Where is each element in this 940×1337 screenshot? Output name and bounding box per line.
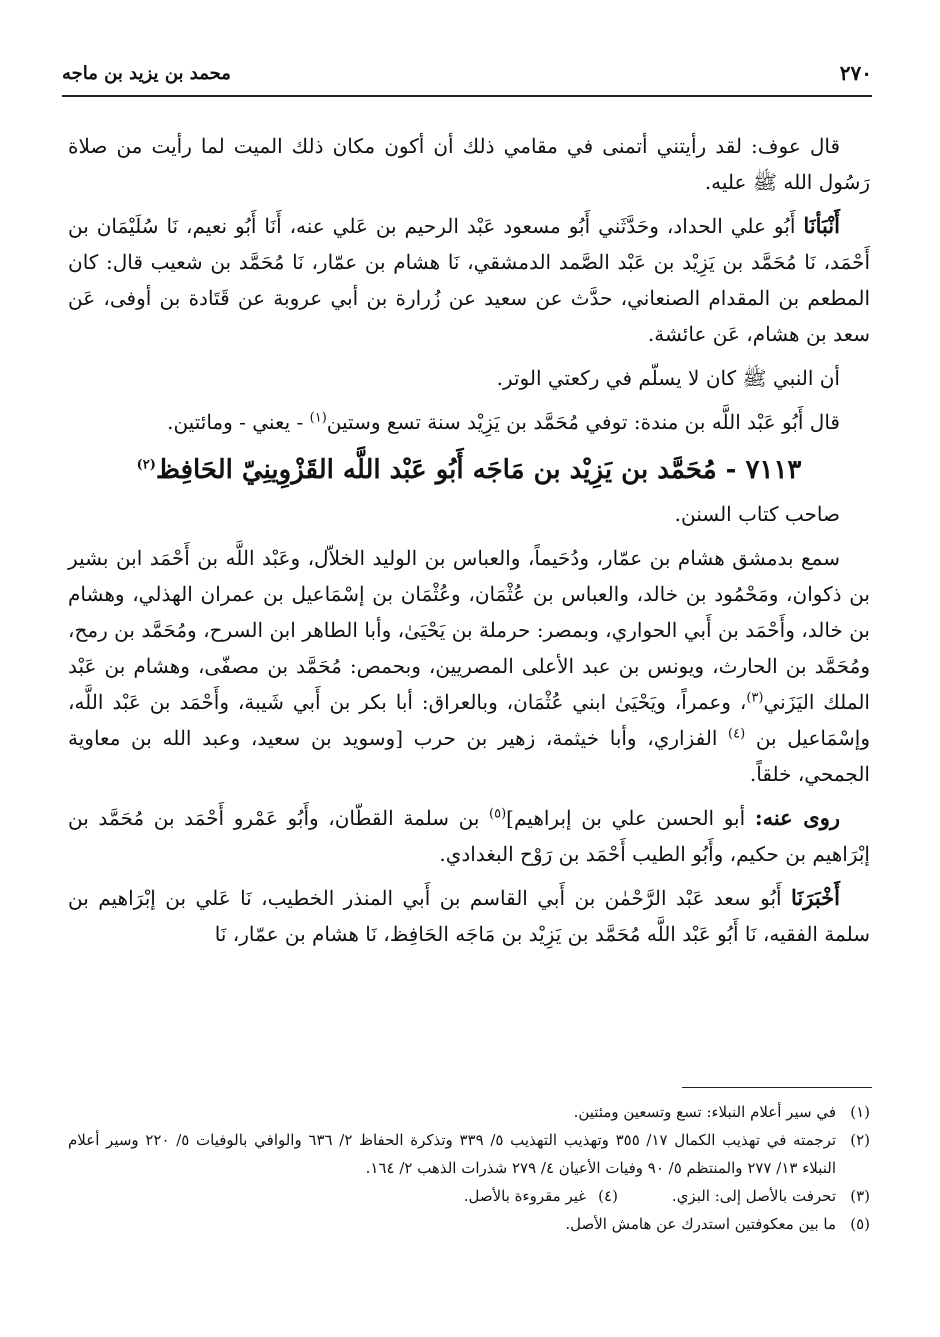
footnote: (٢) ترجمته في تهذيب الكمال ١٧/ ٣٥٥ وتهذيب التهذيب ٥/ ٣٣٩ وتذكرة الحفاظ ٢/ ٦٣٦ والوافي بالوفيات ٥/ ٢٢٠ وسير أعلام النبلاء ١٣/ ٢٧٧ والمنتظم ٥/ ٩٠ وفيات الأعيان ٤/ ٢٧٩ شذرات الذهب ٢/ ١٦٤. <box>68 1131 870 1177</box>
keyword: أَخْبَرَنَا <box>791 885 840 910</box>
footnote-rule <box>682 1087 872 1088</box>
paragraph: قال عوف: لقد رأيتني أتمنى في مقامي ذلك أن أكون مكان ذلك الميت لما رأيت من صلاة رَسُول الله ﷺ عليه. <box>68 134 870 194</box>
footnote: (٥) ما بين معكوفتين استدرك عن هامش الأصل. <box>565 1215 870 1233</box>
main-text <box>68 128 870 960</box>
footnotes <box>68 1098 870 1238</box>
page-header <box>62 55 872 95</box>
paragraph: أن النبي ﷺ كان لا يسلّم في ركعتي الوتر. <box>496 366 840 390</box>
footnote-ref[interactable]: (٤) <box>728 726 746 742</box>
footnote-ref[interactable]: (٥) <box>489 806 507 822</box>
entry-subtitle: صاحب كتاب السنن. <box>674 502 840 526</box>
entry-heading: ٧١١٣ - مُحَمَّد بن يَزِيْد بن مَاجَه أَبُو عَبْد اللَّه القَزْوِينِيّ الحَافِظ$^{(٢)}$ <box>136 455 802 485</box>
footnote: (١) في سير أعلام النبلاء: تسع وتسعين ومئتين. <box>573 1103 870 1121</box>
paragraph: سمع بدمشق هشام بن عمّار، ودُحَيماً، والعباس بن الوليد الخلاّل، وعَبْد اللَّه بن أَحْمَد ابن بشير بن ذكوان، ومَحْمُود بن خالد، والعباس بن عُثْمَان، وعُثْمَان بن إسْمَاعيل بن عمران الهذلي، وهشام بن خالد، وأَحْمَد بن أَبي الحواري، وبمصر: حرملة بن يَحْيَىٰ، وأبا الطاهر ابن السرح، ومُحَمَّد بن رمح، ومُحَمَّد بن الحارث، ويونس بن عبد الأعلى المصريين، وبحمص: مُحَمَّد بن مصفّى، وهشام بن عَبْد الملك اليَزَني$^{(٣)}$، وعمراً، ويَحْيَىٰ ابني عُثْمَان، وبالعراق: أبا بكر بن أَبي شَيبة، وأَحْمَد بن عَبْد اللَّه، وإسْمَاعيل بن $^{(٤)}$ الفزاري، وأبا خيثمة، زهير بن حرب [وسويد بن سعيد، وعبد الله بن معاوية الجمحي، خلقاً. <box>68 546 871 786</box>
paragraph: روى عنه: أبو الحسن علي بن إبراهيم]$^{(٥)}$ بن سلمة القطّان، وأَبُو عَمْرو أَحْمَد بن مُحَمَّد بن إبْرَاهيم بن حكيم، وأَبُو الطيب أَحْمَد بن رَوْح البغدادي. <box>68 805 870 866</box>
header-rule <box>62 95 872 97</box>
paragraph: قال أَبُو عَبْد اللَّه بن مندة: توفي مُحَمَّد بن يَزِيْد سنة تسع وستين$^{(١)}$ - يعني - ومائتين. <box>167 410 840 434</box>
keyword: روى عنه: <box>754 805 840 830</box>
footnote: (٣) تحرفت بالأصل إلى: البزي. (٤) غير مقروءة بالأصل. <box>463 1187 870 1205</box>
page-number: ٢٧٠ <box>839 61 872 85</box>
keyword: أَنْبَأنَا <box>803 213 840 238</box>
footnote-ref[interactable]: (١) <box>309 410 327 426</box>
paragraph: أَنْبَأنَا أَبُو علي الحداد، وحَدَّثَني أَبُو مسعود عَبْد الرحيم بن عَلي عنه، أَنَا أَبُو نعيم، نَا سُلَيْمَان بن أَحْمَد، نَا مُحَمَّد بن يَزِيْد بن عَبْد الصَّمد الدمشقي، نَا هشام بن عمّار، نَا مُحَمَّد بن شعيب قال: كان المطعم بن المقدام الصنعاني، حدَّث عن سعيد عن زُرارة بن أبي عروبة عن قَتَادة بن أوفى، عَن سعد بن هشام، عَن عائشة. <box>68 213 870 346</box>
paragraph: أَخْبَرَنَا أَبُو سعد عَبْد الرَّحْمٰن بن أَبي القاسم بن أَبي المنذر الخطيب، نَا عَلي بن إبْرَاهيم بن سلمة الفقيه، نَا أَبُو عَبْد اللَّه مُحَمَّد بن يَزِيْد بن مَاجَه الحَافِظ، نَا هشام بن عمّار، نَا <box>68 885 870 946</box>
footnote-ref[interactable]: (٢) <box>136 457 156 473</box>
running-title: محمد بن يزيد بن ماجه <box>62 63 231 84</box>
footnote-ref[interactable]: (٣) <box>746 690 764 706</box>
